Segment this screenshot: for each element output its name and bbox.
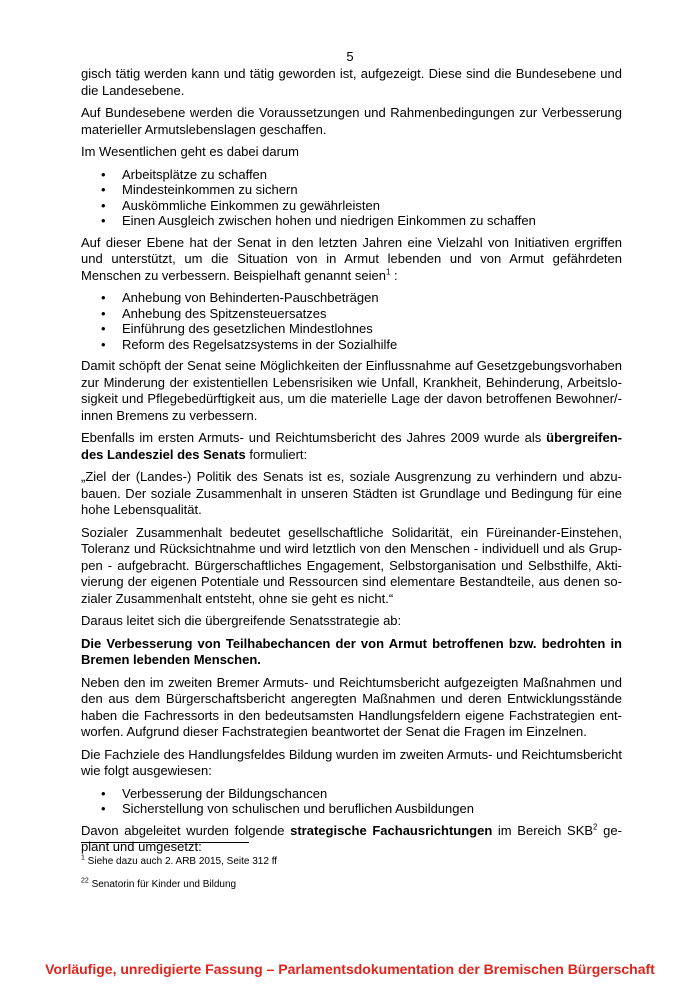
- paragraph: Im Wesentlichen geht es dabei darum: [81, 144, 299, 159]
- paragraph-text: Auf dieser Ebene hat der Senat in den letzten Jahren eine Vielzahl von Initiativen ergriffen und unterstützt, um die Situation von in Armut lebenden und von Armut gefährdeten Menschen zu verbessern. Beispielhaft genannt seien: [81, 234, 622, 283]
- list-item: • Auskömmliche Einkommen zu gewährleisten: [81, 198, 622, 214]
- list-item: • Mindesteinkommen zu sichern: [81, 182, 622, 198]
- paragraph: Neben den im zweiten Bremer Armuts- und Reichtumsbericht aufgezeigten Maßnahmen und den aus dem Bürgerschaftsbericht angeregten Maßnahmen und deren Entwicklungsstände haben die Fachressorts in den bedeutsamsten Handlungsfeldern eigene Fachstrategien entworfen. Aufgrund dieser Fachstrategien beantwortet der Senat die Fragen im Einzelnen.: [81, 674, 622, 739]
- paragraph: gisch tätig werden kann und tätig geworden ist, aufgezeigt. Diese sind die Bundesebene und die Landesebene.: [81, 66, 622, 98]
- list-item: • Einen Ausgleich zwischen hohen und niedrigen Einkommen zu schaffen: [81, 213, 622, 229]
- quote-paragraph: Sozialer Zusammenhalt bedeutet gesellschaftliche Solidarität, ein Füreinander-Einstehen, Toleranz und Rücksichtnahme und wird letztlich von den Menschen - individuell und als Gruppen - aufgebracht. Bürgerschaftliches Engagement, Selbstorganisation und Selbsthilfe, Aktivierung der eigenen Potentiale und Ressourcen sind elementare Bestandteile, aus denen sozialer Zusammenhalt entsteht, ohne sie geht es nicht.“: [81, 524, 622, 606]
- footnote-text: Senatorin für Kinder und Bildung: [88, 879, 237, 890]
- footnote-ref: 2: [593, 822, 598, 832]
- list-item: • Verbesserung der Bildungschancen: [81, 786, 622, 802]
- paragraph: Damit schöpft der Senat seine Möglichkeiten der Einflussnahme auf Gesetzgebungsvorhaben zur Minderung der existentiellen Lebensrisiken wie Unfall, Krankheit, Behinderung, Arbeitslosigkeit und Pflegebedürftigkeit aus, um die materielle Lage der davon betroffenen Bewohner/-innen Bremens zu verbessern.: [81, 358, 622, 423]
- paragraph: [81, 430, 622, 463]
- bullet-list-initiatives: [81, 290, 622, 352]
- footnote-mark: 1: [81, 854, 85, 862]
- quote-paragraph: „Ziel der (Landes-) Politik des Senats ist es, soziale Ausgrenzung zu verhindern und abzubauen. Der soziale Zusammenhalt in unseren Städten ist Grundlage und Bedingung für eine hohe Lebensqualität.: [81, 469, 622, 517]
- list-item: • Reform des Regelsatzsystems in der Sozialhilfe: [81, 337, 622, 353]
- paragraph-text: geplant und umgesetzt:: [81, 822, 622, 854]
- list-item: • Anhebung von Behinderten-Pauschbeträgen: [81, 290, 622, 306]
- footnote-ref: 1: [385, 267, 391, 277]
- list-item: • Arbeitsplätze zu schaffen: [81, 167, 622, 183]
- page-number: 5: [346, 49, 354, 64]
- bullet-list-goals: [81, 167, 622, 229]
- draft-stamp: Vorläufige, unredigierte Fassung – Parlamentsdokumentation der Bremischen Bürgerschaft: [45, 961, 655, 977]
- paragraph-text: Ebenfalls im ersten Armuts- und Reichtumsbericht des Jahres 2009 wurde als: [81, 430, 547, 445]
- paragraph-text: Davon abgeleitet wurden folgende: [81, 822, 291, 838]
- paragraph: Daraus leitet sich die übergreifende Senatsstrategie ab:: [81, 613, 402, 628]
- list-item: • Sicherstellung von schulischen und beruflichen Ausbildungen: [81, 801, 622, 817]
- footnote: [81, 879, 236, 891]
- bullet-list-education: [81, 786, 622, 817]
- list-item: • Einführung des gesetzlichen Mindestlohnes: [81, 321, 622, 337]
- paragraph: [81, 823, 622, 856]
- paragraph: [81, 235, 622, 285]
- footnote-mark: 22: [81, 877, 89, 885]
- footnote-text: Siehe dazu auch 2. ARB 2015, Seite 312 ff: [84, 856, 278, 867]
- paragraph-text: formuliert:: [245, 446, 308, 462]
- strategy-statement: Die Verbesserung von Teilhabechancen der von Armut betroffenen bzw. bedrohten in Bremen lebenden Menschen.: [81, 635, 622, 667]
- footnote-divider: [81, 842, 249, 843]
- paragraph: Auf Bundesebene werden die Voraussetzungen und Rahmenbedingungen zur Verbesserung materieller Armutslebenslagen geschaffen.: [81, 105, 622, 137]
- paragraph-text: :: [390, 267, 398, 283]
- paragraph-text: im Bereich SKB: [492, 822, 594, 838]
- footnote: [81, 856, 277, 868]
- emphasis: strategische Fachausrichtungen: [290, 822, 493, 838]
- body-text: [81, 66, 622, 862]
- paragraph: Die Fachziele des Handlungsfeldes Bildung wurden im zweiten Armuts- und Reichtumsbericht wie folgt ausgewiesen:: [81, 746, 622, 778]
- list-item: • Anhebung des Spitzensteuersatzes: [81, 306, 622, 322]
- emphasis: übergreifendes Landesziel des Senats: [81, 430, 622, 462]
